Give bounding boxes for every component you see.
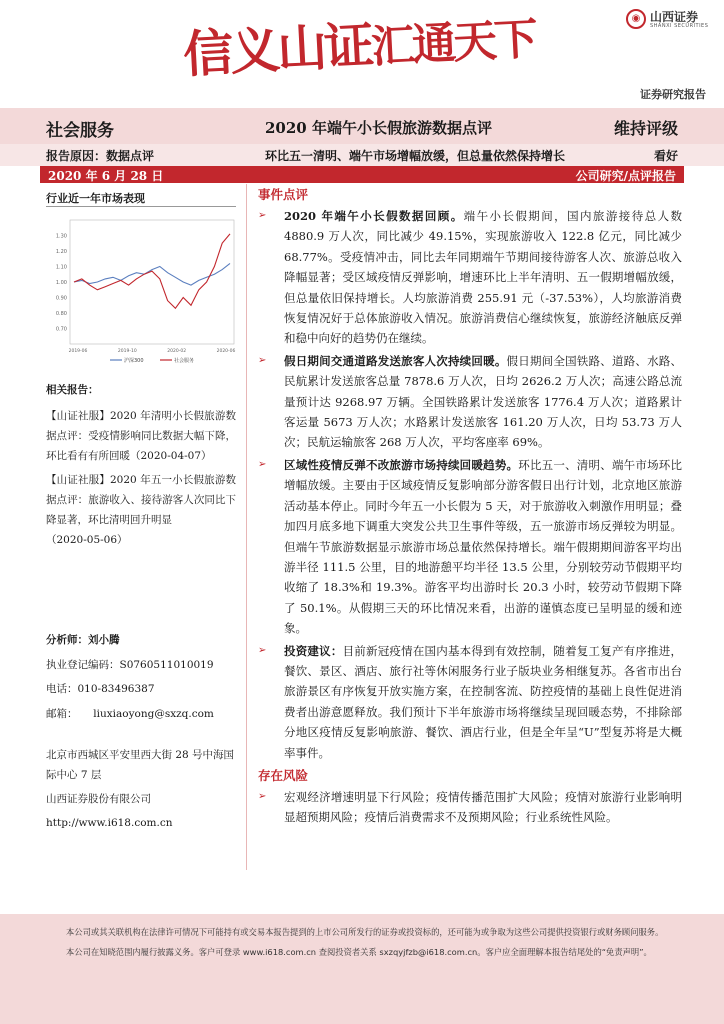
date-bar (40, 166, 684, 183)
company-logo (626, 6, 718, 32)
related-report-date: （2020-05-06） (46, 534, 128, 546)
market-performance-chart (46, 212, 238, 372)
main-content (258, 186, 682, 828)
chart-title: 行业近一年市场表现 (46, 192, 145, 205)
bullet-arrow-icon: ➢ (258, 458, 267, 470)
y-tick-label: 0.80 (55, 311, 67, 317)
report-date: 2020 年 6 月 28 日 (48, 169, 164, 183)
x-tick-label: 2019-06 (68, 349, 88, 354)
subtitle-band (0, 144, 724, 166)
related-report-date: （2020-04-07） (130, 450, 212, 462)
column-divider (246, 184, 247, 870)
event-paragraph: ➢ 假日期间交通道路发送旅客人次持续回暖。假日期间全国铁路、道路、水路、民航累计发送旅客总量 7878.6 万人次，日均 2626.2 万人次；高速公路总流量预计达 9268.97 万辆。全国铁路累计发送旅客 1776.4 万人次；道路累计客运量 5673 万人次；水路累计发送旅客 161.20 万人次，日均 53.73 万人次；民航运输旅客 268 万人次，平均客座率 69%。 (258, 351, 682, 453)
bullet-arrow-icon: ➢ (258, 790, 267, 802)
y-tick-label: 1.10 (55, 264, 67, 271)
y-tick-label: 1.30 (55, 233, 67, 240)
y-tick-label: 1.00 (55, 280, 67, 286)
report-category: 公司研究/点评报告 (575, 169, 676, 183)
x-tick-label: 2020-06 (216, 349, 236, 354)
slogan (181, 0, 536, 87)
report-type: 证券研究报告 (640, 88, 706, 101)
event-paragraph: ➢ 区域性疫情反弹不改旅游市场持续回暖趋势。环比五一、清明、端午市场环比增幅放缓。主要由于区域疫情反复影响部分游客假日出行计划，北京地区旅游活动基本停止。同时今年五一小长假为 5 天，对于旅游收入刺激作用明显；叠加四月底多地下调重大突发公共卫生事件等级，五一旅游市场反弹较为明显。但端午节旅游数据显示旅游市场总量依然保持增长。端午假期期间游客平均出游半径 111.5 公里，目的地游憩平均半径 13.5 公里，分别较劳动节假期平均收缩了 18.3%和 19.3%。游客平均出游时长 20.3 小时，较劳动节假期下降了 50.1%。从假期三天的环比情况来看，出游的谨慎态度已呈明显的缓和迹象。 (258, 455, 682, 639)
bullet-arrow-icon: ➢ (258, 354, 267, 366)
logo-text: 山西证券 (650, 10, 699, 24)
analyst-label: 分析师： (46, 634, 88, 646)
legend-label: 社会服务 (174, 358, 195, 364)
report-reason: 报告原因：数据点评 (46, 149, 155, 163)
analyst-email[interactable]: 邮箱： liuxiaoyong@sxzq.com (46, 708, 214, 720)
related-heading: 相关报告： (46, 384, 99, 396)
legend-label: 沪深300 (124, 358, 144, 364)
related-report-link[interactable]: 【山证社服】2020 年清明小长假旅游数据点评：受疫情影响同比数据大幅下降，环比看有有所回暖（2020-04-07） (46, 410, 236, 462)
logo-en-text: SHANXI SECURITIES (650, 23, 709, 29)
events-title: 事件点评 (258, 187, 309, 202)
view-label: 看好 (653, 149, 678, 163)
rating-label: 维持评级 (613, 119, 678, 138)
risk-title: 存在风险 (258, 767, 309, 783)
slogan-part1: 信义山证 (181, 15, 373, 85)
event-paragraph: ➢ 2020 年端午小长假数据回顾。端午小长假期间，国内旅游接待总人数 4880.9 万人次，同比减少 49.15%，实现旅游收入 122.8 亿元，同比减少 68.77%。受疫情冲击，同比去年同期端午节期间接待游客人次、旅游总收入降幅显著；受区域疫情反弹影响，增速环比上半年清明、五一假期增幅放缓，但总量依旧保持增长。人均旅游消费 255.91 元（-37.53%），人均旅游消费恢复情况好于总体旅游收入情况。旅游消费信心继续恢复，旅游经济触底反弹和稳中向好的趋势仍在继续。 (258, 206, 682, 349)
company-website[interactable]: http://www.i618.com.cn (46, 817, 173, 829)
analyst-phone: 电话：010-83496387 (46, 683, 155, 695)
company-name: 山西证券股份有限公司 (46, 793, 151, 805)
y-tick-label: 1.20 (55, 249, 67, 255)
report-title: 2020 年端午小长假旅游数据点评 (265, 119, 492, 137)
slogan-part2: 汇通天下 (369, 13, 537, 74)
x-tick-label: 2020-02 (167, 349, 187, 354)
report-subtitle: 环比五一清明、端午市场增幅放缓，但总量依然保持增长 (265, 149, 566, 163)
company-info (46, 745, 236, 833)
logo-mark-icon: ◉ (626, 9, 646, 29)
title-band (0, 108, 724, 144)
related-reports (46, 380, 236, 550)
analyst-name: 刘小腾 (88, 634, 120, 646)
series-line (74, 234, 230, 308)
y-tick-label: 0.70 (55, 326, 67, 333)
x-tick-label: 2019-10 (117, 349, 137, 354)
bullet-arrow-icon: ➢ (258, 644, 267, 656)
y-tick-label: 0.90 (55, 295, 67, 302)
cert-number: 执业登记编码：S0760511010019 (46, 659, 214, 671)
risk-paragraph: ➢ 宏观经济增速明显下行风险；疫情传播范围扩大风险；疫情对旅游行业影响明显超预期风险；疫情后消费需求不及预期风险；行业系统性风险。 (258, 787, 682, 828)
report-header (0, 0, 724, 108)
bullet-arrow-icon: ➢ (258, 210, 267, 221)
chart-title-rule (46, 206, 236, 207)
analyst-info (46, 630, 236, 724)
industry-label: 社会服务 (46, 121, 114, 141)
disclaimer-footer (0, 914, 724, 1024)
company-address: 北京市西城区平安里西大街 28 号中海国际中心 7 层 (46, 749, 235, 781)
investment-advice-paragraph: ➢ 投资建议：目前新冠疫情在国内基本得到有效控制，随着复工复产有序推进，餐饮、景区、酒店、旅行社等休闲服务行业子版块业务相继复苏。各省市出台旅游景区有序恢复开放实施方案，在控制客流、防控疫情的基础上良性促进消费者出游意愿释放。我们预计下半年旅游市场将继续呈现回暖态势，不排除部分地区疫情反复影响旅游、餐饮、酒店行业，但是全年呈“U”型复苏将是大概率事件。 (258, 641, 682, 763)
related-report-link[interactable]: 【山证社服】2020 年五一小长假旅游数据点评：旅游收入、接待游客人次同比下降显著，环比清明回升明显 （2020-05-06） (46, 474, 236, 546)
disclaimer-text: 本公司或其关联机构在法律许可情况下可能持有或交易本报告提到的上市公司所发行的证券或投资标的，还可能为或争取为这些公司提供投资银行或财务顾问服务。本公司在知晓范围内履行披露义务。客户可登录 www.i618.com.cn 查阅投资者关系 sxzqyjfzb@i618.com.cn。客户应全面理解本报告结尾处的“免责声明”。 (66, 927, 664, 957)
